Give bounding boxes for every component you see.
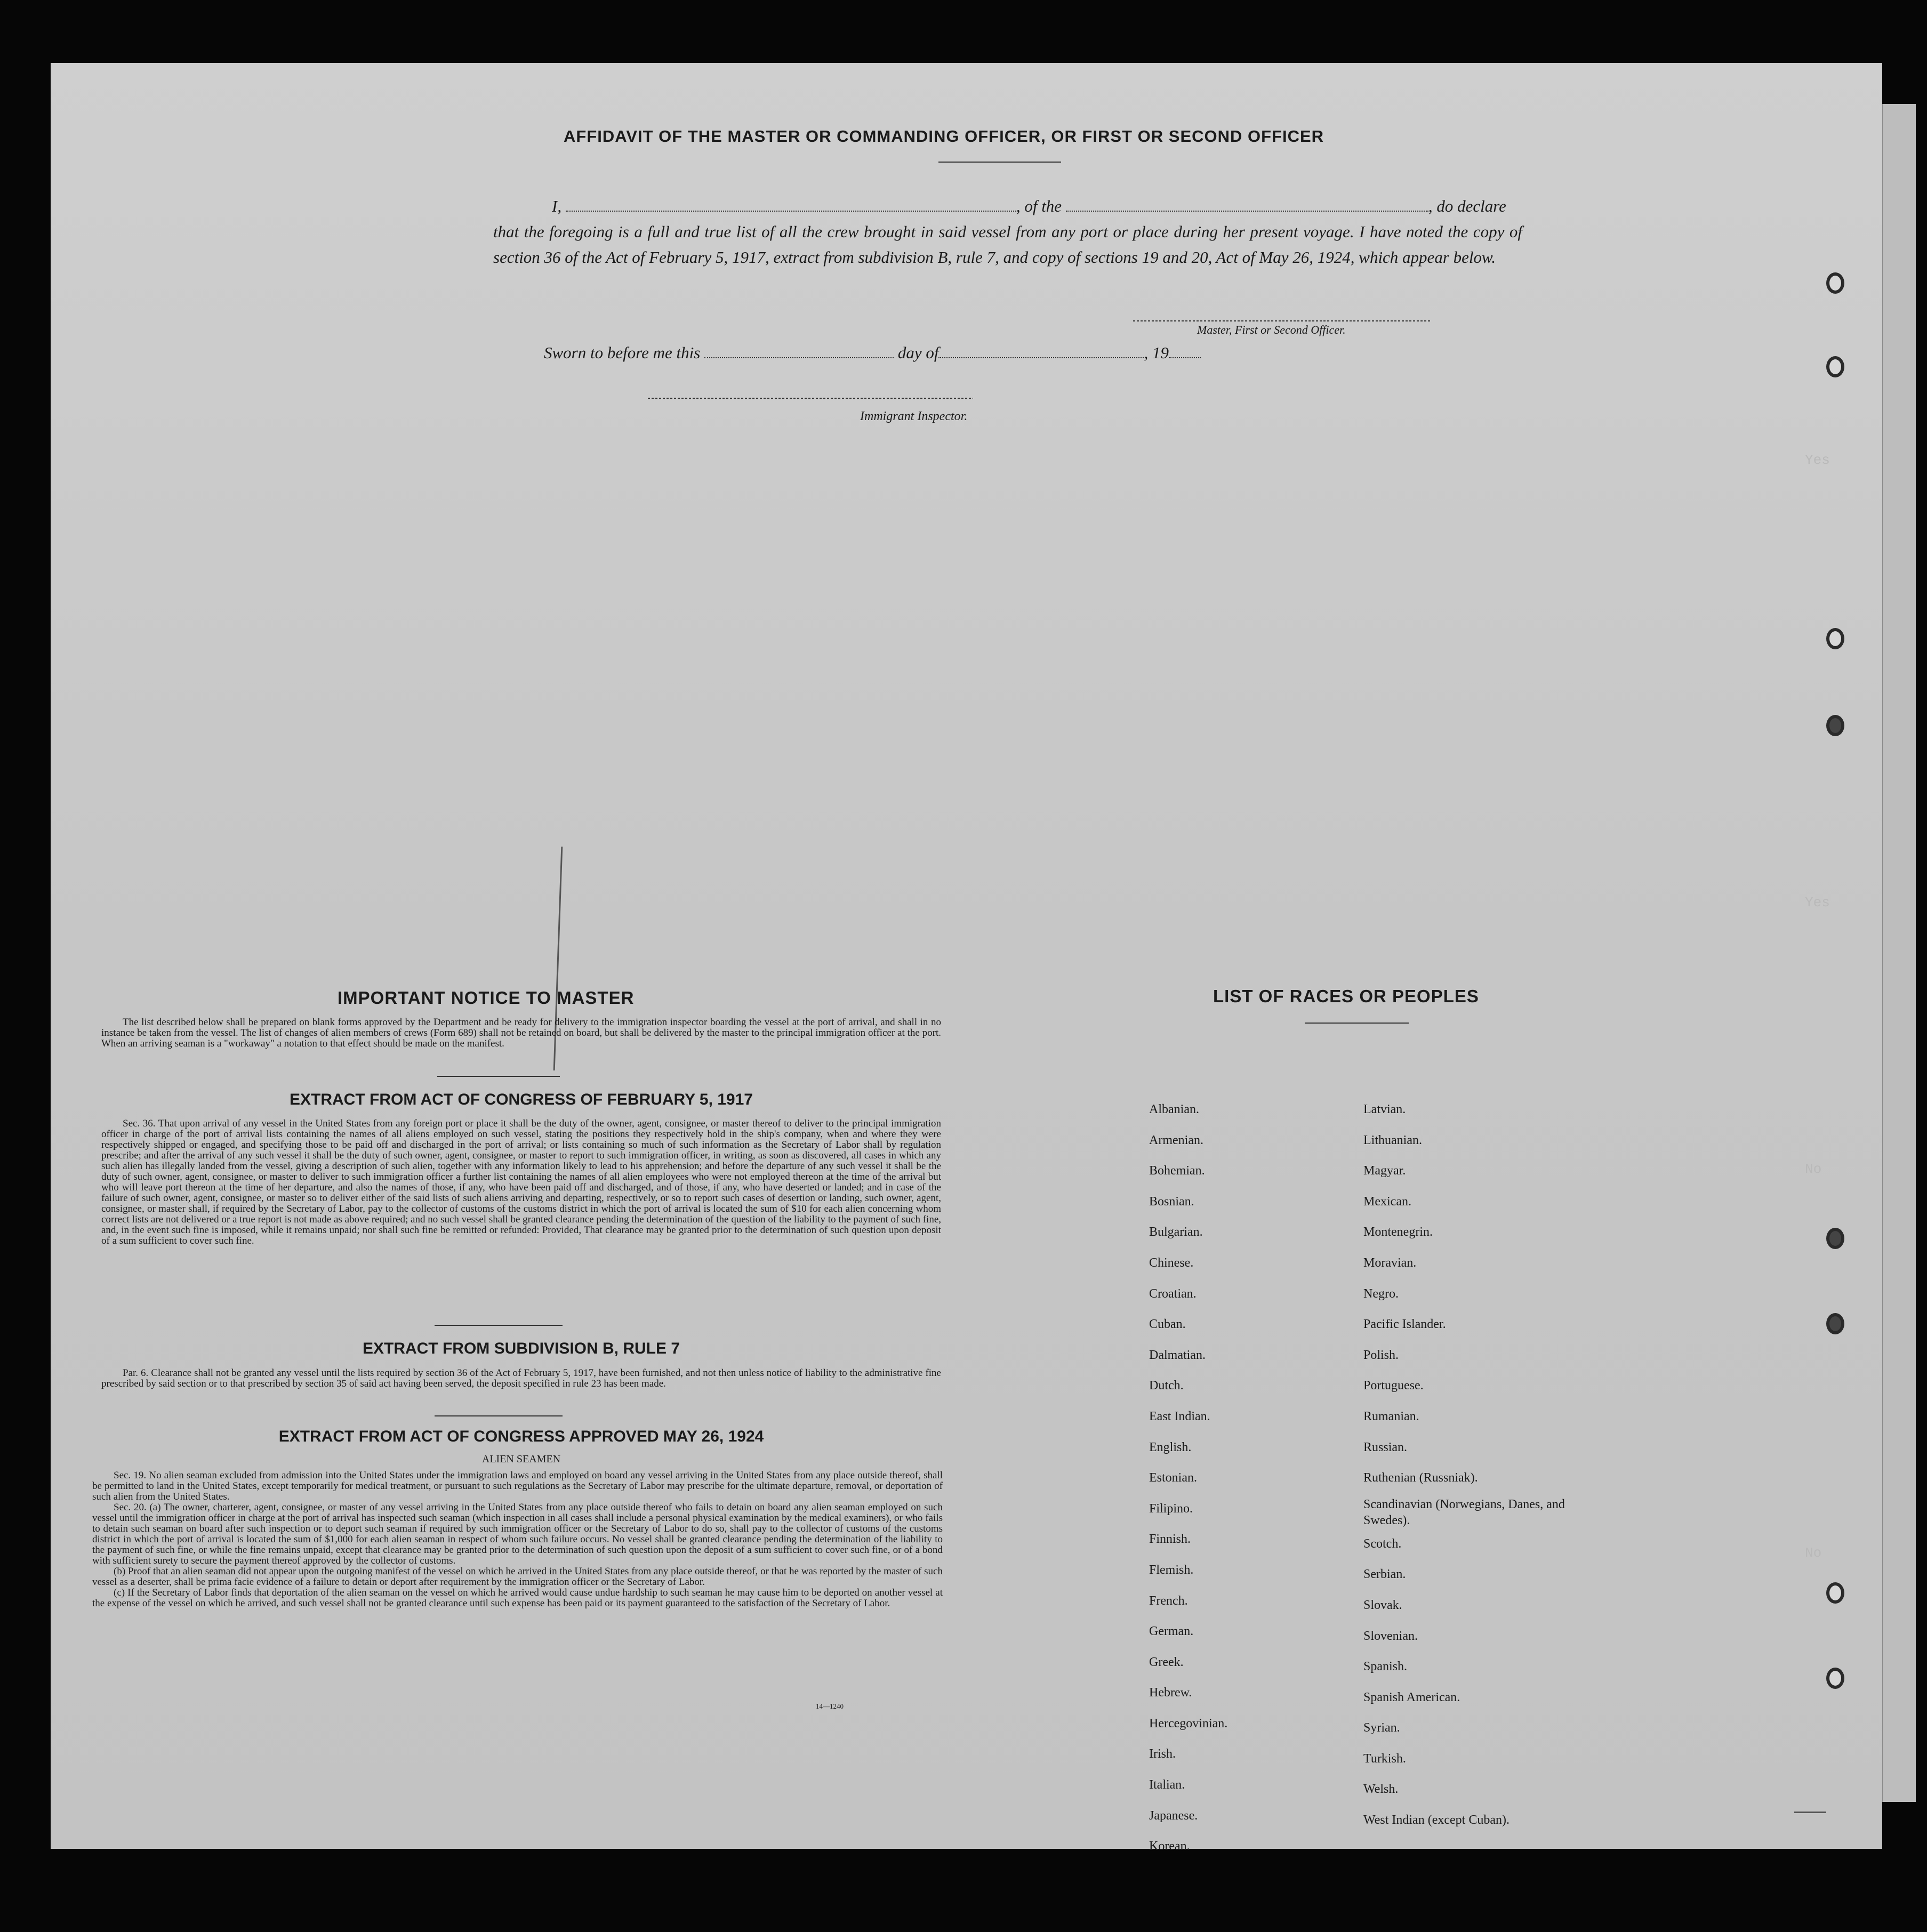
races-title: LIST OF RACES OR PEOPLES	[1213, 986, 1479, 1006]
rule7-text	[101, 1368, 941, 1389]
race-item: Slovak.	[1363, 1598, 1402, 1612]
race-item: Polish.	[1363, 1348, 1399, 1362]
label-i: I,	[552, 197, 562, 215]
act1917-title: EXTRACT FROM ACT OF CONGRESS OF FEBRUARY 5, 1917	[290, 1091, 753, 1108]
race-item: Croatian.	[1149, 1286, 1197, 1301]
race-item: Syrian.	[1363, 1721, 1400, 1735]
affidavit-title: AFFIDAVIT OF THE MASTER OR COMMANDING OFFICER, OR FIRST OR SECOND OFFICER	[564, 127, 1324, 146]
notice-text	[101, 1017, 941, 1049]
race-item: Finnish.	[1149, 1532, 1191, 1547]
vessel-field[interactable]	[1066, 197, 1428, 212]
race-item: Turkish.	[1363, 1751, 1406, 1766]
punch-hole	[1826, 1228, 1844, 1249]
race-item: Flemish.	[1149, 1563, 1194, 1577]
race-item: Russian.	[1363, 1440, 1408, 1454]
rule7-paragraph: Par. 6. Clearance shall not be granted any vessel until the lists required by section 36 of the Act of February 5, 1917, have been furnished, and not then unless notice of liability to the administrative fine prescribed by said section or to that prescribed by section 35 of said act having been served, the deposit specified in rule 23 has been made.	[101, 1367, 941, 1389]
label-year: , 19	[1144, 343, 1169, 362]
punch-hole	[1826, 1582, 1844, 1604]
sec20c-paragraph: (c) If the Secretary of Labor finds that deportation of the alien seaman on the vessel on which he arrived would cause undue hardship to such seaman he may cause him to be deported on another vessel at the expense of the vessel on which he arrived, and such vessel shall not be granted clearance until such expense has been paid or its payment guaranteed to the satisfaction of the Secretary of Labor.	[92, 1587, 943, 1609]
sec19-paragraph: Sec. 19. No alien seaman excluded from admission into the United States under the immigration laws and employed on board any vessel arriving in the United States from any place outside thereof, shall be permitted to land in the United States, except temporarily for medical treatment, or pursuant to such regulations as the Secretary of Labor may prescribe for the ultimate departure, removal, or deportation of such alien from the United States.	[92, 1470, 943, 1502]
punch-hole	[1826, 1668, 1844, 1689]
sworn-line	[493, 340, 1201, 366]
punch-hole	[1826, 628, 1844, 649]
form-number: 14—1240	[816, 1702, 844, 1710]
label-of-the: , of the	[1016, 197, 1062, 215]
race-item: Moravian.	[1363, 1255, 1417, 1270]
affidavit-declaration-line	[493, 194, 1530, 219]
race-item: Pacific Islander.	[1363, 1317, 1446, 1332]
race-item: French.	[1149, 1593, 1188, 1608]
race-item: Ruthenian (Russniak).	[1363, 1471, 1478, 1485]
race-item: Welsh.	[1363, 1782, 1399, 1797]
race-item: Dalmatian.	[1149, 1348, 1206, 1362]
day-field[interactable]	[704, 343, 894, 358]
pen-mark	[1794, 1812, 1826, 1813]
races-column-1	[1149, 1102, 1227, 1870]
inspector-signature-line[interactable]	[648, 398, 973, 399]
affidavit-body: that the foregoing is a full and true list of all the crew brought in said vessel from any port or place during her present voyage. I have noted the copy of section 36 of the Act of February 5, 1917, extract from subdivision B, rule 7, and copy of sections 19 and 20, Act of May 26, 1924, which appear below.	[493, 222, 1522, 267]
manifest-back-page: Yes Yes No No AFFIDAVIT OF THE MASTER OR COMMANDING OFFICER, OR FIRST OR SECOND OFFICER I, , of the , do declare that the foregoing is a full and true list of all the crew brought in said vessel from any port or place during her present voyage. I have noted the copy of section 36 of the Act of February 5, 1917, extract from subdivision B, rule 7, and copy of sections 19 and 20, Act of May 26, 1924, which appear below. Master, First or Second Officer. Sworn to before me this day of , 19 Immigrant Inspector. IMPORTANT NOTICE TO MASTER The list described below shall be prepared on blank forms approved by the Department and be ready for delivery to the immigration inspector boarding the vessel at the port of arrival, and shall in no instance be taken from the vessel. The list of changes of alien members of crews (Form 689) shall not be retained on board, but shall be delivered by the master to the principal immigration officer at the port. When an arriving seaman is a "workaway" a notation to that effect should be made on the manifest. EXTRACT FROM ACT OF CONGRESS OF FEBRUARY 5, 1917 Sec. 36. That upon arrival of any vessel in the United States from any foreign port or place it shall be the duty of the owner, agent, consignee, or master thereof to deliver to the principal immigration officer in charge of the port of arrival lists containing the names of all aliens employed on such vessel, stating the positions they respectively hold in the ship's company, when and where they were respectively shipped or engaged, and specifying those to be paid off and discharged in the port of arrival; or lists containing so much of such information as the Secretary of Labor shall by regulation prescribe; and after the arrival of any such vessel it shall be the duty of such owner, agent, consignee, or master to report to such immigration officer, in writing, as soon as discovered, all cases in which any such alien has illegally landed from the vessel, giving a description of such alien, together with any information likely to lead to his apprehension; and before the departure of any such vessel it shall be the duty of such owner, agent, consignee, or master to deliver to such immigration officer a further list containing the names of all alien employees who were not employed thereon at the time of the arrival but who will leave port thereon at the time of her departure, and also the names of those, if any, who have been paid off and discharged, and of those, if any, who have deserted or landed; and in case of the failure of such owner, agent, consignee, or master so to deliver either of the said lists of such aliens arriving and departing, respectively, or so to report such cases of desertion or landing, such owner, agent, consignee, or master shall, if required by the Secretary of Labor, pay to the collector of customs of the customs district in which the port of arrival is located the sum of $10 for each alien concerning whom correct lists are not delivered or a true report is not made as above required; and no such vessel shall be granted clearance pending the determination of the question of the liability to the payment of such fine, and, in the event such fine is imposed, while it remains unpaid; nor shall such fine be remitted or refunded: Provided, That clearance may be granted prior to the determination of such question upon deposit of a sum sufficient to cover such fine. EXTRACT FROM SUBDIVISION B, RULE 7 Par. 6. Clearance shall not be granted any vessel until the lists required by section 36 of the Act of February 5, 1917, have been furnished, and not then unless notice of liability to the administrative fine prescribed by said section or to that prescribed by section 35 of said act having been served, the deposit specified in rule 23 has been made. EXTRACT FROM ACT OF CONGRESS APPROVED MAY 26, 1924 ALIEN SEAMEN Sec. 19. No alien seaman excluded from admission into the United States under the immigration laws and employed on board any vessel arriving in the United States from any place outside thereof, shall be permitted to land in the United States, except temporarily for medical treatment, or pursuant to such regulations as the Secretary of Labor may prescribe for the ultimate departure, removal, or deportation of such alien from the United States. Sec. 20. (a) The owner, charterer, agent, consignee, or master of any vessel arriving in the United States from any place outside thereof who fails to detain on board any alien seaman employed on such vessel until the immigration officer in charge at the port of arrival has inspected such seaman (which inspection in all cases shall include a personal physical examination by the medical examiners), or who fails to detain such seaman on board after such inspection or to deport such seaman if required by such immigration officer or the Secretary of Labor to do so, shall pay to the collector of customs of the customs district in which the port of arrival is located the sum of $1,000 for each alien seaman in respect of whom such failure occurs. No vessel shall be granted clearance pending the determination of the liability to the payment of such fine, or while the fine remains unpaid, except that clearance may be granted prior to the determination of such question upon the deposit of a sum sufficient to cover such fine, or of a bond with sufficient surety to secure the payment thereof approved by the collector of customs. (b) Proof that an alien seaman did not appear upon the outgoing manifest of the vessel on which he arrived in the United States from any place outside thereof, or that he was reported by the master of such vessel as a deserter, shall be prima facie evidence of a failure to detain or deport after requirement by the immigration officer or the Secretary of Labor. (c) If the Secretary of Labor finds that deportation of the alien seaman on the vessel on which he arrived would cause undue hardship to such seaman he may cause him to be deported on another vessel at the expense of the vessel on which he arrived, and such vessel shall not be granted clearance until such expense has been paid or its payment guaranteed to the satisfaction of the Secretary of Labor. 14—1240 LIST OF RACES OR PEOPLES Albanian. Armenian. Bohemian. Bosnian. Bulgarian. Chinese. Croatian. Cuban. Dalmatian. Dutch. East Indian. English. Estonian. Filipino. Finnish. Flemish. French. German. Greek. Hebrew. Hercegovinian. Irish. Italian. Japanese. Korean. Latvian. Lithuanian. Magyar. Mexican. Montenegrin. Moravian. Negro. Pacific Islander. Polish. Portuguese. Rumanian. Russian. Ruthenian (Russniak). Scandinavian (Norwegians, Danes, and Swedes). Scotch. Serbian. Slovak. Slovenian. Spanish. Spanish American. Syrian. Turkish. Welsh. West Indian (except Cuban).	[51, 63, 1882, 1849]
act1917-text	[101, 1118, 941, 1246]
race-item: Serbian.	[1363, 1567, 1406, 1582]
race-item: Albanian.	[1149, 1102, 1199, 1116]
race-item: Chinese.	[1149, 1255, 1194, 1270]
race-item: Greek.	[1149, 1655, 1184, 1669]
notice-paragraph: The list described below shall be prepared on blank forms approved by the Department and be ready for delivery to the immigration inspector boarding the vessel at the port of arrival, and shall in no instance be taken from the vessel. The list of changes of alien members of crews (Form 689) shall not be retained on board, but shall be delivered by the master to the principal immigration officer at the port. When an arriving seaman is a "workaway" a notation to that effect should be made on the manifest.	[101, 1017, 941, 1049]
punch-hole	[1826, 272, 1844, 294]
race-item: Korean.	[1149, 1839, 1190, 1854]
punch-hole	[1826, 356, 1844, 377]
act1917-paragraph: Sec. 36. That upon arrival of any vessel in the United States from any foreign port or place it shall be the duty of the owner, agent, consignee, or master thereof to deliver to the principal immigration officer in charge of the port of arrival lists containing the names of all aliens employed on such vessel, stating the positions they respectively hold in the ship's company, when and where they were respectively shipped or engaged, and specifying those to be paid off and discharged in the port of arrival; or lists containing so much of such information as the Secretary of Labor shall by regulation prescribe; and after the arrival of any such vessel it shall be the duty of such owner, agent, consignee, or master to report to such immigration officer, in writing, as soon as discovered, all cases in which any such alien has illegally landed from the vessel, giving a description of such alien, together with any information likely to lead to his apprehension; and before the departure of any such vessel it shall be the duty of such owner, agent, consignee, or master to deliver to such immigration officer a further list containing the names of all alien employees who were not employed thereon at the time of the arrival but who will leave port thereon at the time of her departure, and also the names of those, if any, who have been paid off and discharged, and of those, if any, who have deserted or landed; and in case of the failure of such owner, agent, consignee, or master so to deliver either of the said lists of such aliens arriving and departing, respectively, or so to report such cases of desertion or landing, such owner, agent, consignee, or master shall, if required by the Secretary of Labor, pay to the collector of customs of the customs district in which the port of arrival is located the sum of $10 for each alien concerning whom correct lists are not delivered or a true report is not made as above required; and no such vessel shall be granted clearance pending the determination of the question of the liability to the payment of such fine, and, in the event such fine is imposed, while it remains unpaid; nor shall such fine be remitted or refunded: Provided, That clearance may be granted prior to the determination of such question upon deposit of a sum sufficient to cover such fine.	[101, 1118, 941, 1246]
race-item: Dutch.	[1149, 1379, 1184, 1393]
section-rule	[435, 1325, 563, 1326]
section-rule	[437, 1076, 560, 1077]
punch-hole	[1826, 715, 1844, 736]
race-item: Scotch.	[1363, 1536, 1402, 1551]
race-item: Mexican.	[1363, 1194, 1411, 1209]
race-item: Scandinavian (Norwegians, Danes, and Swedes).	[1363, 1497, 1565, 1527]
race-item: East Indian.	[1149, 1409, 1210, 1423]
sec20b-paragraph: (b) Proof that an alien seaman did not appear upon the outgoing manifest of the vessel on which he arrived in the United States from any place outside thereof, or that he was reported by the master of such vessel as a deserter, shall be prima facie evidence of a failure to detain or deport after requirement by the immigration officer or the Secretary of Labor.	[92, 1566, 943, 1588]
race-item: English.	[1149, 1440, 1192, 1454]
race-item: Cuban.	[1149, 1317, 1186, 1332]
label-do-declare: , do declare	[1428, 197, 1506, 215]
race-item: Japanese.	[1149, 1808, 1198, 1823]
label-sworn: Sworn to before me this	[544, 343, 701, 362]
race-item: Bosnian.	[1149, 1194, 1194, 1209]
race-item: Hebrew.	[1149, 1686, 1192, 1700]
race-item: Negro.	[1363, 1286, 1399, 1301]
races-title-rule	[1305, 1023, 1409, 1024]
month-field[interactable]	[938, 343, 1144, 358]
race-item: Bohemian.	[1149, 1164, 1205, 1178]
label-day-of: day of	[897, 343, 939, 362]
race-item: Portuguese.	[1363, 1379, 1424, 1393]
inspector-signature-label: Immigrant Inspector.	[860, 409, 968, 423]
races-column-2	[1363, 1102, 1566, 1844]
race-item: Slovenian.	[1363, 1629, 1418, 1643]
race-item: Bulgarian.	[1149, 1225, 1203, 1239]
race-item: Spanish American.	[1363, 1690, 1460, 1704]
race-item: Spanish.	[1363, 1660, 1408, 1674]
sec20a-paragraph: Sec. 20. (a) The owner, charterer, agent, consignee, or master of any vessel arriving in the United States from any place outside thereof who fails to detain on board any alien seaman employed on such vessel until the immigration officer in charge at the port of arrival has inspected such seaman (which inspection in all cases shall include a personal physical examination by the medical examiners), or who fails to detain such seaman on board after such inspection or to deport such seaman if required by such immigration officer or the Secretary of Labor to do so, shall pay to the collector of customs of the customs district in which the port of arrival is located the sum of $1,000 for each alien seaman in respect of whom such failure occurs. No vessel shall be granted clearance pending the determination of the liability to the payment of such fine, or while the fine remains unpaid, except that clearance may be granted prior to the determination of such question upon the deposit of a sum sufficient to cover such fine, or of a bond with sufficient surety to secure the payment thereof approved by the collector of customs.	[92, 1502, 943, 1566]
punch-hole	[1826, 1313, 1844, 1334]
section-rule	[435, 1415, 563, 1416]
race-item: Hercegovinian.	[1149, 1716, 1228, 1730]
master-signature-label: Master, First or Second Officer.	[1197, 323, 1346, 336]
race-item: West Indian (except Cuban).	[1363, 1813, 1510, 1828]
act1924-title: EXTRACT FROM ACT OF CONGRESS APPROVED MAY 26, 1924	[278, 1428, 764, 1445]
race-item: Armenian.	[1149, 1133, 1203, 1147]
race-item: Estonian.	[1149, 1471, 1197, 1485]
race-item: Magyar.	[1363, 1164, 1406, 1178]
race-item: Lithuanian.	[1363, 1133, 1422, 1147]
race-item: Irish.	[1149, 1747, 1176, 1761]
title-rule	[938, 162, 1061, 163]
race-item: German.	[1149, 1624, 1194, 1639]
race-item: Montenegrin.	[1363, 1225, 1433, 1239]
name-field[interactable]	[566, 197, 1016, 212]
master-signature-line[interactable]	[1133, 320, 1432, 321]
act1924-subtitle: ALIEN SEAMEN	[481, 1453, 561, 1465]
underlying-page-edge	[1881, 104, 1916, 1802]
race-item: Filipino.	[1149, 1501, 1193, 1516]
year-field[interactable]	[1169, 343, 1201, 358]
race-item: Rumanian.	[1363, 1409, 1419, 1423]
race-item: Latvian.	[1363, 1102, 1406, 1116]
rule7-title: EXTRACT FROM SUBDIVISION B, RULE 7	[362, 1340, 680, 1357]
notice-title: IMPORTANT NOTICE TO MASTER	[338, 988, 635, 1008]
race-item: Italian.	[1149, 1778, 1185, 1792]
act1924-text	[92, 1470, 943, 1609]
